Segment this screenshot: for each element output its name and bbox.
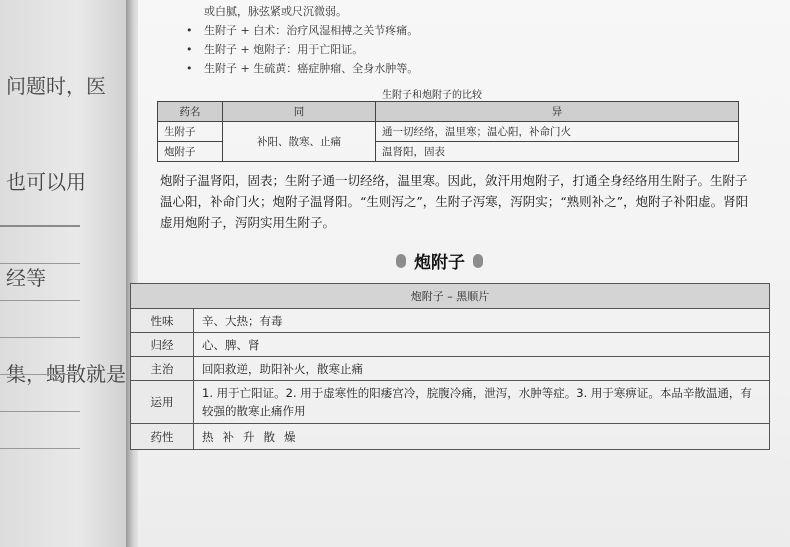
right-page: [138, 0, 790, 547]
herb-card-header: 炮附子 – 黑顺片: [131, 284, 770, 309]
bullet-item: • 生附子 + 白术：治疗风湿相搏之关节疼痛。: [186, 21, 418, 40]
row-label: 性味: [131, 309, 194, 333]
left-page-table: [0, 225, 80, 457]
comparison-title: 生附子和炮附子的比较: [382, 90, 482, 101]
left-line: 集，蝎散就是: [6, 362, 126, 386]
row-value: 热补升散燥: [194, 424, 770, 450]
row-value: 心、脾、肾: [194, 333, 770, 357]
bullet-item: • 生附子 + 炮附子：用于亡阳证。: [186, 40, 418, 59]
section-heading: [396, 248, 483, 273]
left-page: [0, 0, 130, 547]
heading-right-ornament-icon: [473, 254, 483, 268]
left-line: 经等: [6, 266, 46, 290]
table-row: [158, 122, 739, 142]
table-row: [131, 381, 770, 424]
table-row: [131, 424, 770, 450]
row-value: 回阳救逆，助阳补火，散寒止痛: [194, 357, 770, 381]
row-label: 药性: [131, 424, 194, 450]
bullet-item: • 生附子 + 生硫黄：癌症肿瘤、全身水肿等。: [186, 59, 418, 78]
row-value: 辛、大热；有毒: [194, 309, 770, 333]
bullet-text: 生附子 + 白术：治疗风湿相搏之关节疼痛。: [204, 24, 419, 37]
comparison-table: [157, 101, 739, 162]
col-header: 同: [223, 102, 376, 122]
left-line: 问题时，医: [6, 74, 106, 98]
same-cell: 补阳、散寒、止痛: [223, 122, 376, 162]
bullet-text: 生附子 + 炮附子：用于亡阳证。: [204, 43, 364, 56]
row-label: 归经: [131, 333, 194, 357]
bullet-list: [186, 2, 418, 78]
diff-cell: 通一切经络，温里寒；温心阳，补命门火: [376, 122, 739, 142]
body-paragraph: 炮附子温肾阳，固表；生附子通一切经络，温里寒。因此，敛汗用炮附子，打通全身经络用生附子。生附子温心阳，补命门火；炮附子温肾阳。“生则泻之”，生附子泻寒，泻阴实；“熟则补之”，炮附子补阳虚。肾阳虚用炮附子，泻阴实用生附子。: [160, 173, 749, 230]
table-row: [131, 333, 770, 357]
row-value: 1. 用于亡阳证。2. 用于虚寒性的阳痿宫冷，脘腹冷痛，泄泻，水肿等症。3. 用于寒痹证。本品辛散温通，有较强的散寒止痛作用: [194, 381, 770, 424]
herb-name: 炮附子: [158, 142, 223, 162]
row-label: 运用: [131, 381, 194, 424]
heading-title: 炮附子: [414, 253, 465, 273]
bullet-text: 或白腻，脉弦紧或尺沉微弱。: [204, 5, 347, 18]
bullet-item: [186, 2, 418, 21]
row-label: 主治: [131, 357, 194, 381]
table-row: [131, 309, 770, 333]
diff-cell: 温肾阳，固表: [376, 142, 739, 162]
herb-card-table: [130, 283, 770, 450]
col-header: 药名: [158, 102, 223, 122]
herb-name: 生附子: [158, 122, 223, 142]
col-header: 异: [376, 102, 739, 122]
heading-left-ornament-icon: [396, 254, 406, 268]
left-line: 也可以用: [6, 170, 86, 194]
bullet-text: 生附子 + 生硫黄：癌症肿瘤、全身水肿等。: [204, 62, 419, 75]
table-row: [131, 357, 770, 381]
